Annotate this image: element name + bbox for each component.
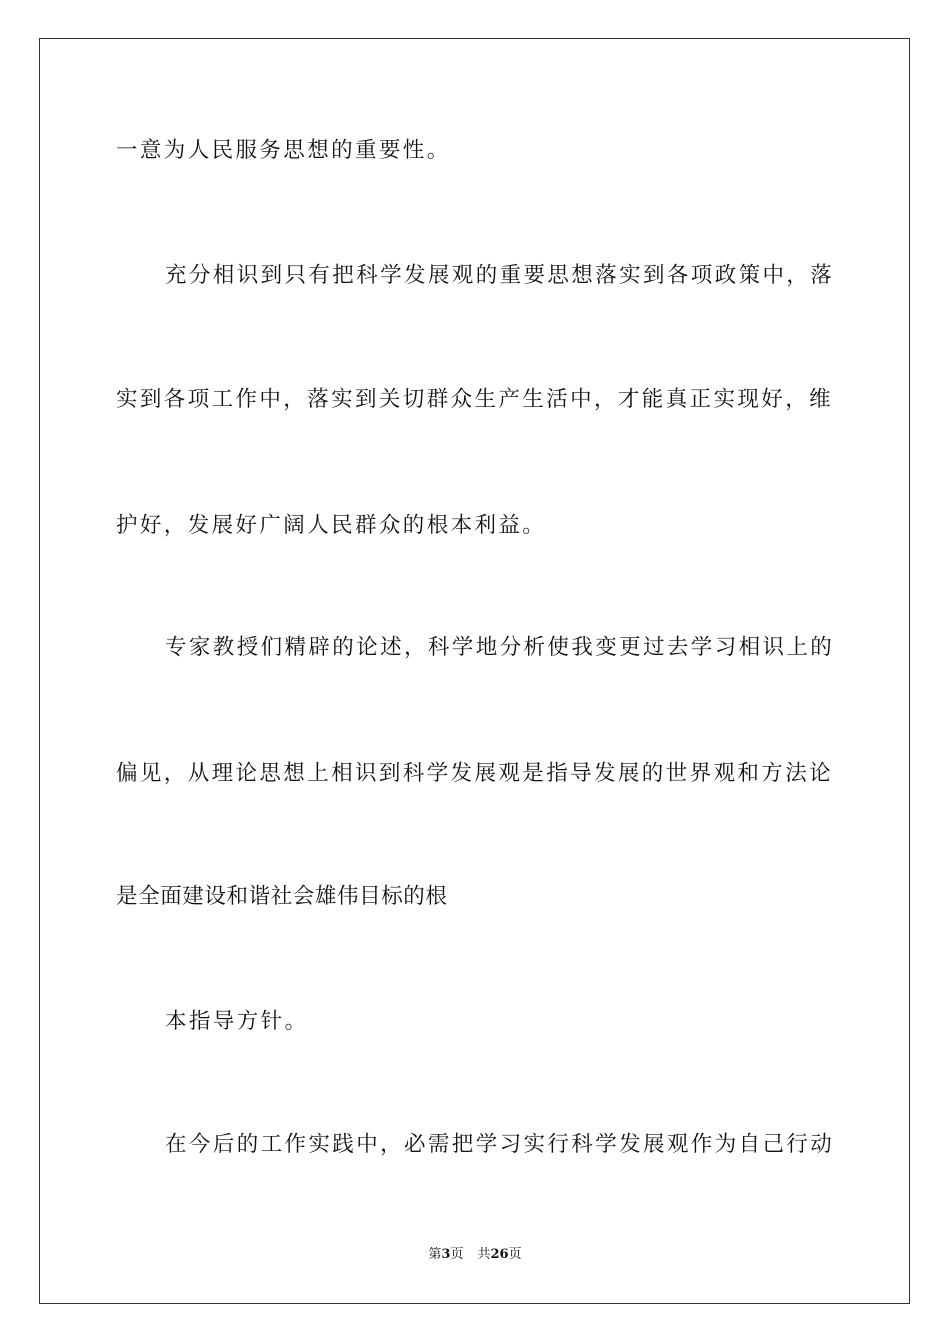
page-border (39, 38, 910, 1304)
paragraph-line: 一意为人民服务思想的重要性。 (116, 138, 451, 163)
page-footer (0, 1246, 950, 1264)
paragraph-line: 本指导方针。 (165, 1009, 309, 1034)
paragraph-line: 是全面建设和谐社会雄伟目标的根 (116, 884, 448, 909)
total-prefix: 共 (477, 1247, 491, 1262)
paragraph-line: 实到各项工作中，落实到关切群众生产生活中，才能真正实现好，维 (116, 387, 834, 412)
page-suffix: 页 (450, 1247, 464, 1262)
paragraph-line: 在今后的工作实践中，必需把学习实行科学发展观作为自己行动 (165, 1132, 835, 1157)
paragraph-line: 偏见，从理论思想上相识到科学发展观是指导发展的世界观和方法论 (116, 761, 834, 786)
page-prefix: 第 (428, 1247, 442, 1262)
paragraph-line: 专家教授们精辟的论述，科学地分析使我变更过去学习相识上的 (165, 635, 835, 660)
paragraph-line: 充分相识到只有把科学发展观的重要思想落实到各项政策中，落 (165, 263, 835, 288)
total-suffix: 页 (508, 1247, 522, 1262)
paragraph-line: 护好，发展好广阔人民群众的根本利益。 (116, 513, 547, 538)
total-pages: 26 (490, 1247, 509, 1262)
page-number: 3 (441, 1247, 451, 1262)
